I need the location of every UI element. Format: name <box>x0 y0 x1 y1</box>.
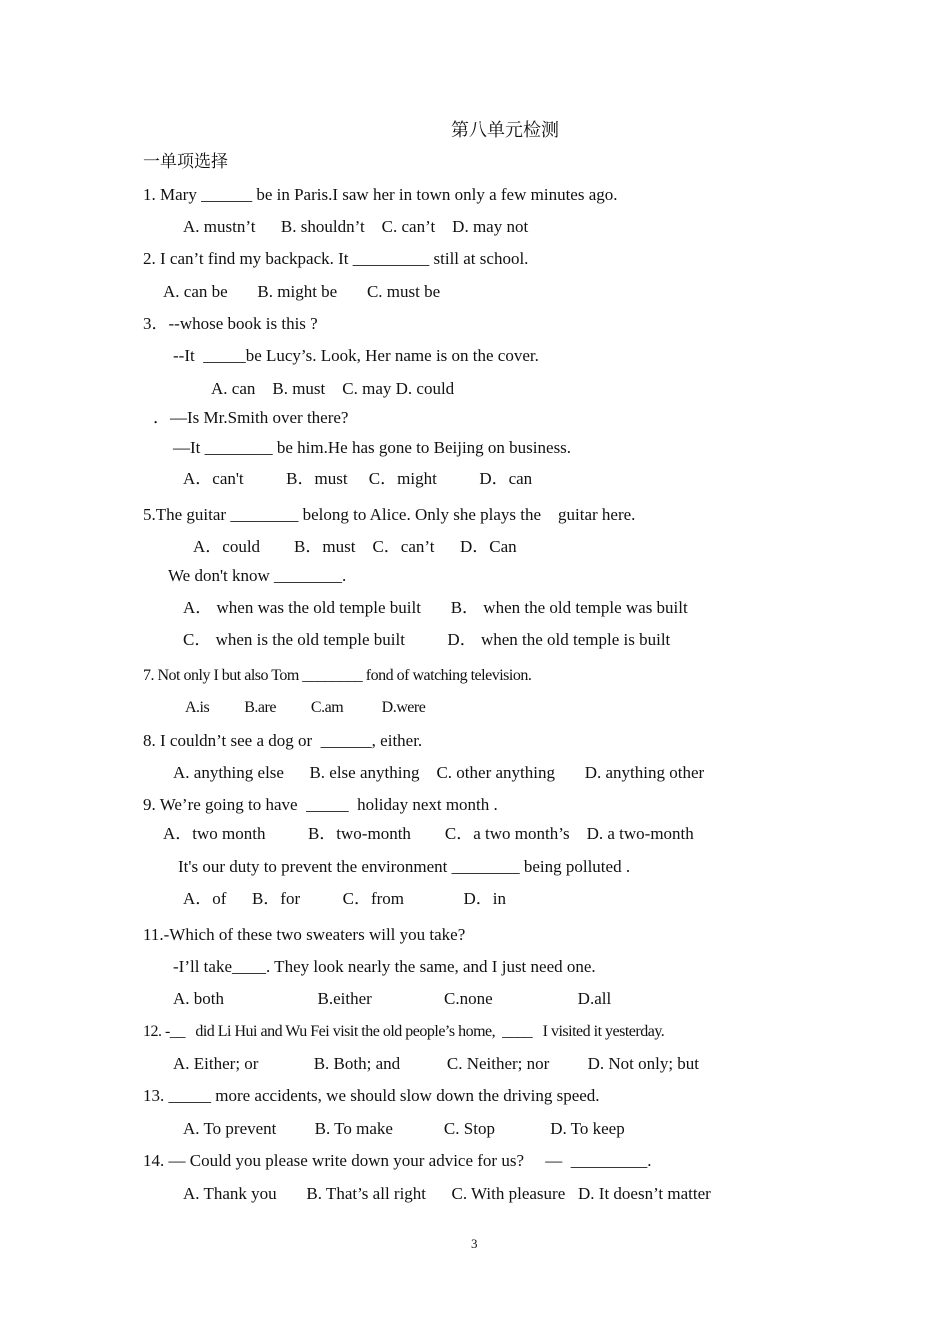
question-4: ．—Is Mr.Smith over there? <box>153 408 349 427</box>
question-8: 8. I couldn’t see a dog or ______, either. <box>143 731 423 750</box>
question-11-options: A. both B.either C.none D.all <box>173 989 612 1008</box>
section-heading: 一单项选择 <box>143 152 228 171</box>
question-2: 2. I can’t find my backpack. It _________ still at school. <box>143 249 529 268</box>
question-10-options: A．of B．for C．from D．in <box>183 889 506 908</box>
question-6-options-1: A． when was the old temple built B． when the old temple was built <box>183 598 688 617</box>
question-10: It's our duty to prevent the environment ________ being polluted . <box>178 857 631 876</box>
question-6-options-2: C． when is the old temple built D． when the old temple is built <box>183 630 671 649</box>
question-1-options: A. mustn’t B. shouldn’t C. can’t D. may not <box>183 217 529 236</box>
question-9-options: A．two month B．two-month C．a two month’s D. a two-month <box>163 824 694 843</box>
question-3-line-2: --It _____be Lucy’s. Look, Her name is on the cover. <box>173 346 539 365</box>
question-13-options: A. To prevent B. To make C. Stop D. To keep <box>183 1119 625 1138</box>
question-7-options: A.is B.are C.am D.were <box>185 699 426 716</box>
question-14-options: A. Thank you B. That’s all right C. With pleasure D. It doesn’t matter <box>183 1184 711 1203</box>
question-1: 1. Mary ______ be in Paris.I saw her in town only a few minutes ago. <box>143 185 618 204</box>
question-6: We don't know ________. <box>168 566 347 585</box>
question-11-line-2: -I’ll take____. They look nearly the same, and I just need one. <box>173 957 596 976</box>
question-12-options: A. Either; or B. Both; and C. Neither; nor D. Not only; but <box>173 1054 700 1073</box>
question-13: 13. _____ more accidents, we should slow down the driving speed. <box>143 1086 600 1105</box>
question-5-options: A．could B．must C．can’t D．Can <box>193 537 517 556</box>
question-5: 5.The guitar ________ belong to Alice. Only she plays the guitar here. <box>143 505 636 524</box>
question-11: 11.-Which of these two sweaters will you take? <box>143 925 466 944</box>
page-title: 第八单元检测 <box>451 120 559 140</box>
question-12: 12. -__ did Li Hui and Wu Fei visit the old people’s home, ____ I visited it yesterday. <box>143 1023 665 1040</box>
question-14: 14. — Could you please write down your advice for us? — _________. <box>143 1151 652 1170</box>
question-7: 7. Not only I but also Tom ________ fond of watching television. <box>143 667 532 684</box>
question-9: 9. We’re going to have _____ holiday next month . <box>143 795 498 814</box>
question-4-line-2: —It ________ be him.He has gone to Beijing on business. <box>173 438 572 457</box>
question-3-options: A. can B. must C. may D. could <box>211 379 455 398</box>
question-2-options: A. can be B. might be C. must be <box>163 282 441 301</box>
question-8-options: A. anything else B. else anything C. other anything D. anything other <box>173 763 705 782</box>
page-number: 3 <box>471 1236 478 1251</box>
question-3: 3．--whose book is this ? <box>143 314 318 333</box>
question-4-options: A．can't B．must C．might D．can <box>183 469 533 488</box>
